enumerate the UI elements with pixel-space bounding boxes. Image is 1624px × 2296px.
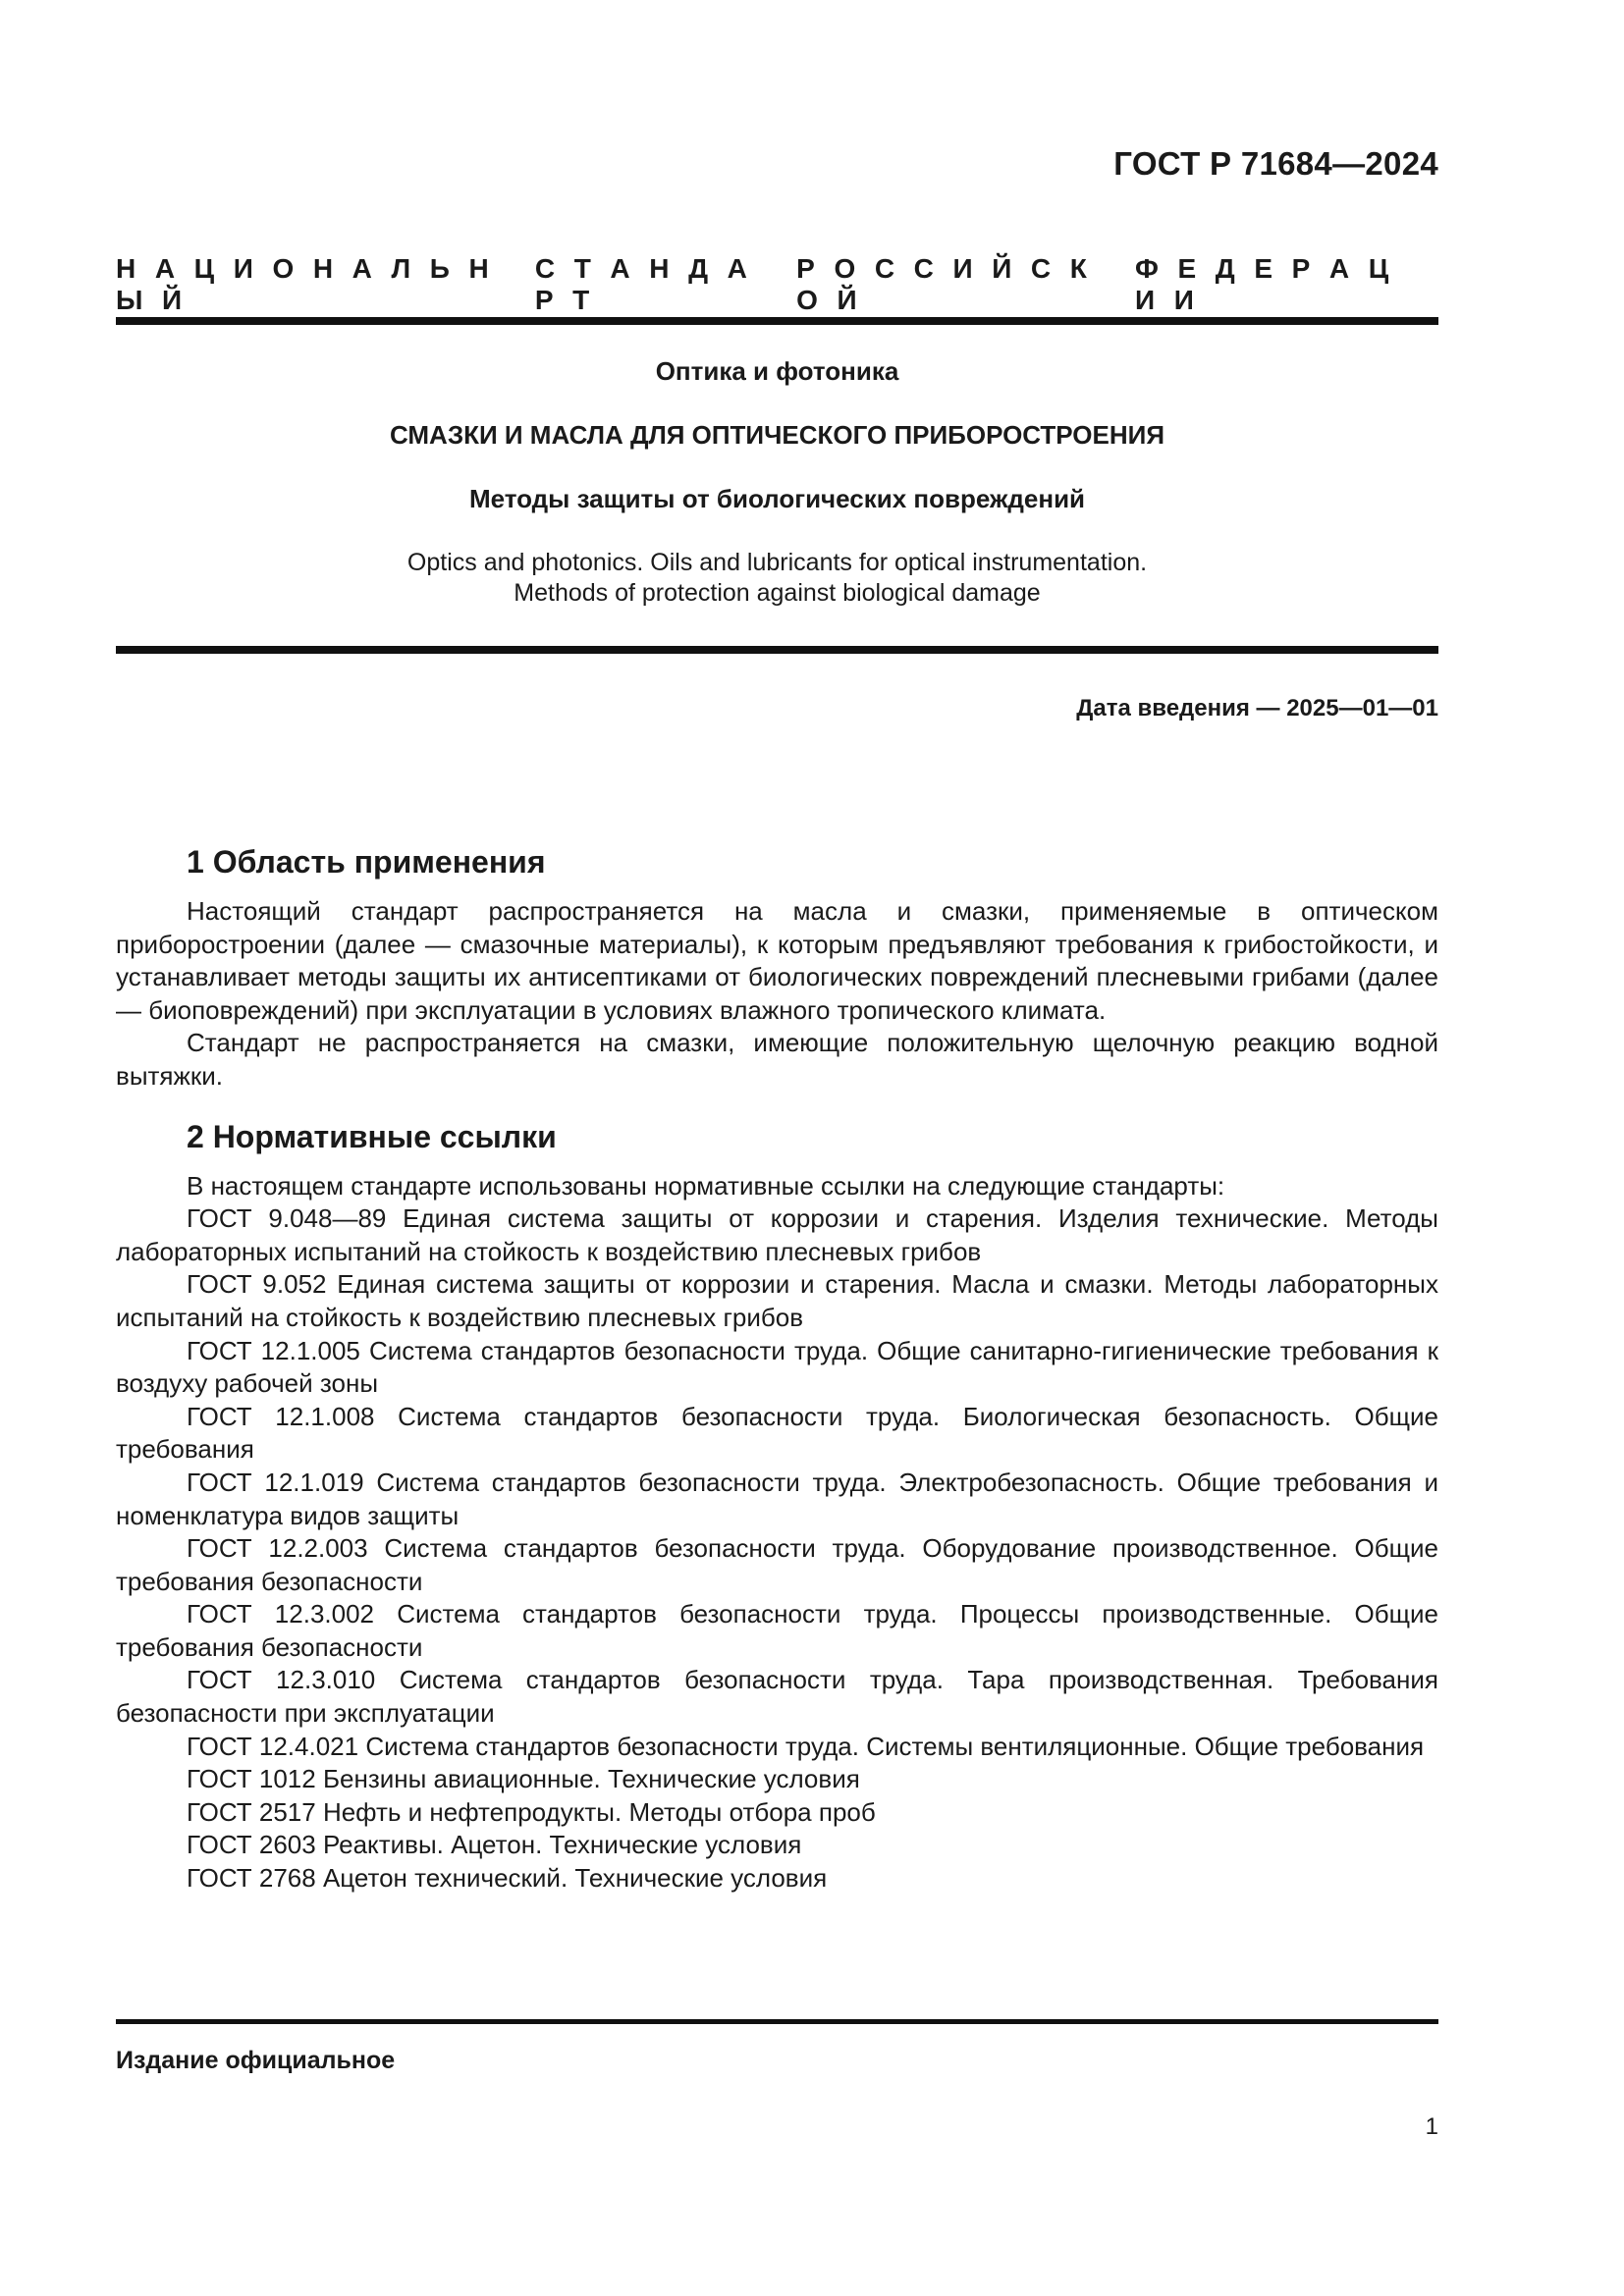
national-standard-banner — [116, 253, 1438, 316]
title-group: Оптика и фотоника — [655, 356, 899, 386]
banner-word: Ф Е Д Е Р А Ц И И — [1135, 253, 1408, 315]
banner-word: Н А Ц И О Н А Л Ь Н Ы Й — [116, 253, 509, 315]
section-2-heading: 2 Нормативные ссылки — [187, 1118, 557, 1154]
reference-title: Ацетон технический. Технические условия — [322, 1863, 828, 1894]
title-english — [116, 548, 1438, 609]
reference-code: ГОСТ 9.048—89 — [187, 1203, 387, 1234]
document-body — [116, 842, 1438, 1896]
section-1-paragraph: Настоящий стандарт распространяется на масла и смазки, применяемые в оптическом приборостроении (далее — смазочные материалы), к которым предъявляют требования к грибостойкости, и устанавливает методы защиты их антисептиками от биологических повреждений плесневыми грибами (далее — биоповреждений) при эксплуатации в условиях влажного тропического климата. — [116, 896, 1438, 1025]
normative-reference — [116, 1335, 1438, 1401]
official-edition-label: Издание официальное — [116, 2047, 396, 2074]
normative-reference — [116, 1202, 1438, 1268]
reference-title: Система стандартов безопасности труда. Оборудование производственное. Общие требования безопасности — [116, 1533, 1438, 1596]
title-sub: Методы защиты от биологических повреждений — [468, 484, 1086, 513]
reference-title: Единая система защиты от коррозии и старения. Масла и смазки. Методы лабораторных испытаний на стойкость к воздействию плесневых грибов — [116, 1269, 1438, 1332]
normative-reference — [116, 1763, 1438, 1796]
title-bottom-rule — [116, 646, 1438, 654]
introduction-date: Дата введения — 2025—01—01 — [1076, 695, 1438, 721]
normative-reference — [116, 1598, 1438, 1664]
reference-code: ГОСТ 12.4.021 — [187, 1731, 359, 1761]
reference-code: ГОСТ 12.2.003 — [187, 1533, 368, 1564]
reference-code: ГОСТ 12.3.010 — [187, 1665, 376, 1695]
top-rule — [116, 317, 1438, 325]
reference-code: ГОСТ 12.1.005 — [187, 1335, 360, 1365]
reference-title: Система стандартов безопасности труда. Электробезопасность. Общие требования и номенклатура видов защиты — [116, 1467, 1438, 1530]
normative-reference — [116, 1532, 1438, 1598]
reference-title: Нефть и нефтепродукты. Методы отбора проб — [322, 1796, 876, 1827]
section-1-heading: 1 Область применения — [187, 844, 546, 880]
page-number: 1 — [1425, 2113, 1438, 2140]
reference-code: ГОСТ 12.1.019 — [187, 1467, 364, 1497]
reference-title: Реактивы. Ацетон. Технические условия — [322, 1830, 802, 1860]
banner-word: С Т А Н Д А Р Т — [534, 253, 767, 315]
normative-reference — [116, 1467, 1438, 1532]
reference-code: ГОСТ 12.3.002 — [187, 1599, 375, 1629]
reference-code: ГОСТ 9.052 — [187, 1269, 327, 1300]
reference-code: ГОСТ 2517 — [187, 1796, 316, 1827]
normative-reference — [116, 1862, 1438, 1896]
section-1-paragraph: Стандарт не распространяется на смазки, имеющие положительную щелочную реакцию водной вытяжки. — [116, 1028, 1438, 1091]
title-english-line2: Methods of protection against biological damage — [514, 579, 1041, 607]
reference-title: Система стандартов безопасности труда. Тара производственная. Требования безопасности при эксплуатации — [116, 1665, 1438, 1729]
normative-reference — [116, 1731, 1438, 1764]
normative-reference — [116, 1268, 1438, 1334]
reference-code: ГОСТ 12.1.008 — [187, 1401, 375, 1431]
reference-title: Система стандартов безопасности труда. Биологическая безопасность. Общие требования — [116, 1401, 1439, 1465]
banner-word: Р О С С И Й С К О Й — [796, 253, 1107, 315]
reference-code: ГОСТ 1012 — [187, 1764, 316, 1794]
reference-title: Система стандартов безопасности труда. Процессы производственные. Общие требования безопасности — [116, 1599, 1438, 1662]
normative-reference — [116, 1796, 1438, 1830]
normative-reference — [116, 1664, 1438, 1730]
title-english-line1: Optics and photonics. Oils and lubricants for optical instrumentation. — [406, 549, 1148, 576]
title-main: СМАЗКИ И МАСЛА ДЛЯ ОПТИЧЕСКОГО ПРИБОРОСТРОЕНИЯ — [389, 420, 1165, 450]
section-2-intro: В настоящем стандарте использованы нормативные ссылки на следующие стандарты: — [187, 1170, 1225, 1201]
reference-title: Система стандартов безопасности труда. Системы вентиляционные. Общие требования — [365, 1731, 1425, 1761]
document-number: ГОСТ Р 71684—2024 — [1113, 145, 1438, 182]
footer-rule — [116, 2019, 1438, 2024]
reference-title: Единая система защиты от коррозии и старения. Изделия технические. Методы лабораторных испытаний на стойкость к воздействию плесневых грибов — [116, 1203, 1438, 1266]
reference-code: ГОСТ 2768 — [187, 1863, 316, 1894]
reference-code: ГОСТ 2603 — [187, 1830, 316, 1860]
reference-title: Система стандартов безопасности труда. Общие санитарно-гигиенические требования к воздуху рабочей зоны — [116, 1335, 1438, 1399]
normative-reference — [116, 1829, 1438, 1862]
reference-title: Бензины авиационные. Технические условия — [322, 1764, 860, 1794]
normative-reference — [116, 1401, 1438, 1467]
